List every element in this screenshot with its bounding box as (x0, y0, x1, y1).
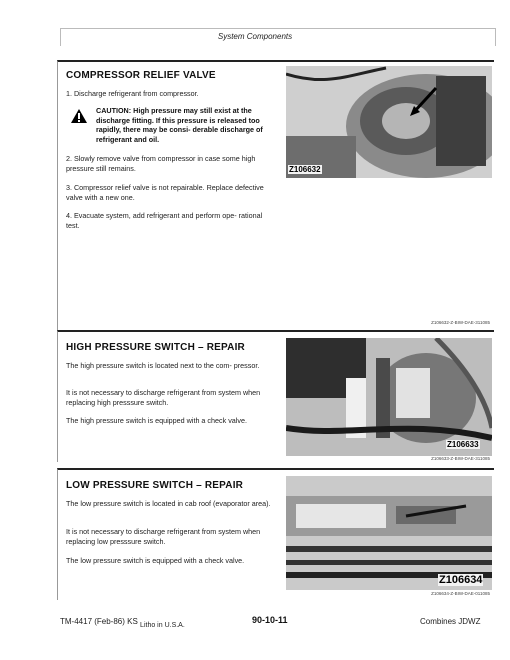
section-low-pressure-switch (57, 468, 494, 600)
paragraph-1: The low pressure switch is located in cab roof (evaporator area). (66, 499, 271, 508)
paragraph-2: It is not necessary to discharge refrigerant from system when replacing low presssure switch. (66, 527, 261, 546)
low-pressure-switch-photo (286, 476, 492, 590)
step-4: 4. Evacuate system, add refrigerant and perform ope- rational test. (66, 211, 263, 230)
photo-credit: Z106633-Z-BIW-DAE-311085 (431, 456, 490, 461)
caution-text: CAUTION: High pressure may still exist at the discharge fitting. If this pressure is released too rapidly, there may be consi- derable discharge of refrigerant and oil. (96, 106, 263, 144)
page-number: 90-10-11 (252, 615, 288, 625)
warning-icon (70, 108, 88, 124)
paragraph-1: The high pressure switch is located next to the com- pressor. (66, 361, 260, 370)
section-title: LOW PRESSURE SWITCH – REPAIR (66, 480, 244, 491)
product-name: Combines JDWZ (420, 617, 481, 626)
photo-label: Z106634 (439, 574, 483, 586)
caution-block (66, 106, 281, 150)
running-header: System Components (217, 32, 293, 41)
section-compressor-relief-valve (57, 60, 494, 330)
doc-number: TM-4417 (Feb-86) KS (60, 617, 138, 626)
step-2: 2. Slowly remove valve from compressor in case some high pressure still remains. (66, 154, 256, 173)
litho-note: Litho in U.S.A. (140, 622, 185, 629)
paragraph-3: The high pressure switch is equipped with a check valve. (66, 416, 247, 425)
paragraph-3: The low pressure switch is equipped with a check valve. (66, 556, 245, 565)
photo-label: Z106632 (289, 165, 321, 174)
step-3: 3. Compressor relief valve is not repairable. Replace defective valve with a new one. (66, 183, 264, 202)
footer-doc-id (60, 617, 185, 629)
photo-credit: Z106634-Z-BIW-DAE-011085 (431, 591, 490, 596)
compressor-relief-valve-photo (286, 66, 492, 178)
header-rule (60, 28, 496, 29)
high-pressure-switch-photo (286, 338, 492, 456)
section-title: HIGH PRESSURE SWITCH – REPAIR (66, 342, 245, 353)
photo-label: Z106633 (447, 440, 479, 449)
photo-credit: Z106632-Z-BIW-DAE-311085 (431, 320, 490, 325)
section-title: COMPRESSOR RELIEF VALVE (66, 70, 216, 81)
paragraph-2: It is not necessary to discharge refrigerant from system when replacing high presssure switch. (66, 388, 261, 407)
section-high-pressure-switch (57, 330, 494, 462)
step-1: 1. Discharge refrigerant from compressor. (66, 89, 199, 98)
